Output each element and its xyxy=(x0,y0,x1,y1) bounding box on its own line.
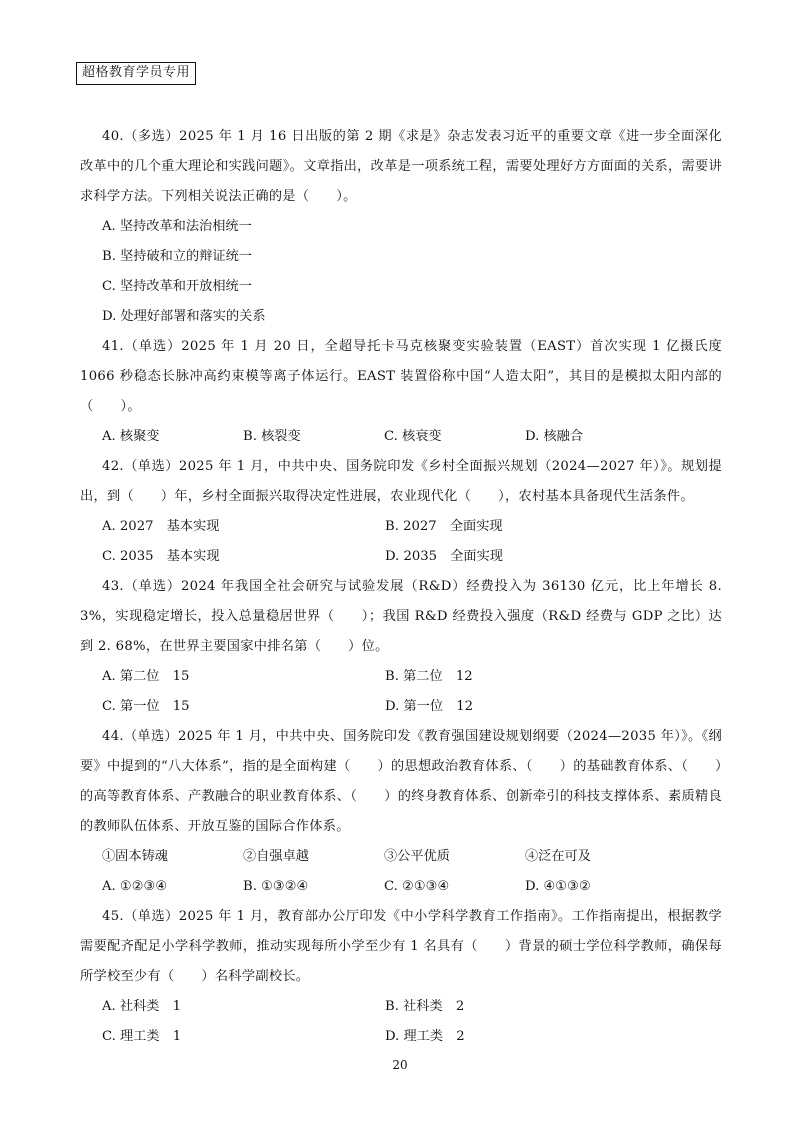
question-44-option-c: C. ②①③④ xyxy=(384,879,450,894)
question-44-item-2: ②自强卓越 xyxy=(243,849,309,864)
question-41-option-a: A. 核聚变 xyxy=(102,429,160,444)
question-43-options-row-1 xyxy=(80,662,722,692)
question-43-options-row-2 xyxy=(80,692,722,722)
question-40-option-a: A. 坚持改革和法治相统一 xyxy=(102,219,252,234)
question-42-stem: 42.（单选）2025 年 1 月，中共中央、国务院印发《乡村全面振兴规划（2024—2027 年）》。规划提出，到（ ）年，乡村全面振兴取得决定性进展，农业现代化（ ），农村基本具备现代生活条件。 xyxy=(80,459,722,504)
question-41 xyxy=(80,332,722,452)
question-42-options-row-1 xyxy=(80,512,722,542)
question-41-option-d: D. 核融合 xyxy=(525,429,584,444)
question-42-option-d: D. 2035 全面实现 xyxy=(385,549,503,564)
question-44 xyxy=(80,722,722,902)
question-45-option-b: B. 社科类 2 xyxy=(385,999,465,1014)
question-list xyxy=(80,122,722,1052)
question-42-options-row-2 xyxy=(80,542,722,572)
question-44-stem: 44.（单选）2025 年 1 月，中共中央、国务院印发《教育强国建设规划纲要（2024—2035 年）》。《纲要》中提到的“八大体系”，指的是全面构建（ ）的思想政治教育体系、（ ）的基础教育体系、（ ）的高等教育体系、产教融合的职业教育体系、（ ）的终身教育体系、创新牵引的科技支撑体系、素质精良的教师队伍体系、开放互鉴的国际合作体系。 xyxy=(80,729,722,834)
question-43 xyxy=(80,572,722,722)
question-44-option-a: A. ①②③④ xyxy=(102,879,168,894)
question-41-stem: 41.（单选）2025 年 1 月 20 日，全超导托卡马克核聚变实验装置（EAST）首次实现 1 亿摄氏度 1066 秒稳态长脉冲高约束模等离子体运行。EAST 装置俗称中国“人造太阳”，其目的是模拟太阳内部的（ ）。 xyxy=(80,339,722,414)
question-40-option-c: C. 坚持改革和开放相统一 xyxy=(102,279,252,294)
question-45-stem: 45.（单选）2025 年 1 月，教育部办公厅印发《中小学科学教育工作指南》。工作指南提出，根据教学需要配齐配足小学科学教师，推动实现每所小学至少有 1 名具有（ ）背景的硕士学位科学教师，确保每所学校至少有（ ）名科学副校长。 xyxy=(80,909,722,984)
question-43-option-b: B. 第二位 12 xyxy=(385,669,473,684)
question-44-item-4: ④泛在可及 xyxy=(525,849,591,864)
question-42-option-a: A. 2027 基本实现 xyxy=(102,519,220,534)
header-label: 超格教育学员专用 xyxy=(76,62,196,85)
question-43-option-a: A. 第二位 15 xyxy=(102,669,190,684)
question-43-option-c: C. 第一位 15 xyxy=(102,699,190,714)
question-40-option-b: B. 坚持破和立的辩证统一 xyxy=(102,249,252,264)
question-42-option-c: C. 2035 基本实现 xyxy=(102,549,220,564)
question-41-option-c: C. 核衰变 xyxy=(384,429,442,444)
question-40 xyxy=(80,122,722,332)
question-45-options-row-2 xyxy=(80,1022,722,1052)
question-41-options xyxy=(80,422,722,452)
question-44-options xyxy=(80,872,722,902)
question-45 xyxy=(80,902,722,1052)
question-42 xyxy=(80,452,722,572)
question-41-option-b: B. 核裂变 xyxy=(243,429,301,444)
question-45-option-a: A. 社科类 1 xyxy=(102,999,182,1014)
question-43-option-d: D. 第一位 12 xyxy=(385,699,474,714)
question-44-option-b: B. ①③②④ xyxy=(243,879,309,894)
question-44-item-1: ①固本铸魂 xyxy=(102,849,168,864)
question-44-items xyxy=(80,842,722,872)
page-number: 20 xyxy=(392,1058,408,1072)
question-44-option-d: D. ④①③② xyxy=(525,879,591,894)
question-40-option-d: D. 处理好部署和落实的关系 xyxy=(102,309,266,324)
question-43-stem: 43.（单选）2024 年我国全社会研究与试验发展（R&D）经费投入为 36130 亿元，比上年增长 8. 3%，实现稳定增长，投入总量稳居世界（ ）；我国 R&D 经费投入强度（R&D 经费与 GDP 之比）达到 2. 68%，在世界主要国家中排名第（ ）位。 xyxy=(80,579,722,654)
question-45-option-d: D. 理工类 2 xyxy=(385,1029,465,1044)
question-44-item-3: ③公平优质 xyxy=(384,849,450,864)
question-45-option-c: C. 理工类 1 xyxy=(102,1029,182,1044)
question-45-options-row-1 xyxy=(80,992,722,1022)
question-42-option-b: B. 2027 全面实现 xyxy=(385,519,503,534)
question-40-stem: 40.（多选）2025 年 1 月 16 日出版的第 2 期《求是》杂志发表习近平的重要文章《进一步全面深化改革中的几个重大理论和实践问题》。文章指出，改革是一项系统工程，需要处理好方方面面的关系，需要讲求科学方法。下列相关说法正确的是（ ）。 xyxy=(80,129,722,204)
